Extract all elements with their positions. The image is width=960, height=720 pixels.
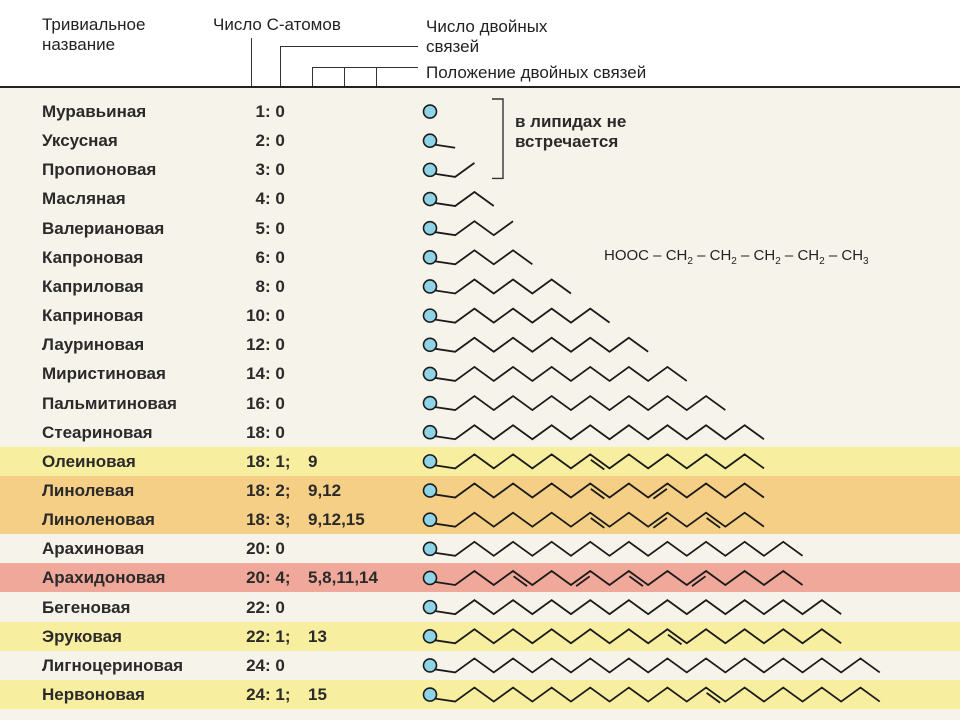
acid-name: Лауриновая xyxy=(42,335,145,355)
double-bond-line xyxy=(591,518,605,528)
carbon-chain xyxy=(435,396,726,410)
acid-name: Лигноцериновая xyxy=(42,655,184,675)
not-in-lipids-line2: встречается xyxy=(515,132,619,151)
carbon-chain xyxy=(435,542,803,556)
formula-group: CH xyxy=(841,247,864,264)
carbon-chain xyxy=(435,309,610,323)
formula-bond: – xyxy=(649,247,666,264)
double-bond-positions: 13 xyxy=(308,626,327,646)
carbon-chain xyxy=(435,250,533,264)
hexanoic-acid-formula xyxy=(604,247,869,267)
header-double-bond-positions: Положение двойных связей xyxy=(426,63,647,82)
double-bond-positions: 9,12,15 xyxy=(308,510,365,530)
acid-notation: 5: 0 xyxy=(255,218,285,238)
acid-notation: 24: 1; xyxy=(246,685,291,704)
double-bond-line xyxy=(707,693,721,703)
carbon-chain xyxy=(435,163,475,177)
carbon-chain xyxy=(435,571,803,585)
acid-notation: 20: 0 xyxy=(246,539,285,559)
carboxyl-circle xyxy=(424,105,437,118)
formula-subscript: 2 xyxy=(731,256,737,267)
acid-notation: 16: 0 xyxy=(246,393,285,413)
acid-name: Эруковая xyxy=(42,626,122,646)
formula-subscript: 2 xyxy=(775,256,781,267)
formula-subscript: 2 xyxy=(687,256,693,267)
double-bond-line xyxy=(514,576,528,586)
double-bond-positions: 5,8,11,14 xyxy=(308,568,378,588)
acid-name: Пропионовая xyxy=(42,160,157,180)
acid-notation: 3: 0 xyxy=(255,160,285,180)
acid-name: Каприловая xyxy=(42,276,144,296)
acid-notation: 8: 0 xyxy=(255,276,285,296)
acid-notation: 14: 0 xyxy=(246,364,285,384)
carbon-chain xyxy=(435,221,514,235)
acid-notation: 20: 4; xyxy=(246,568,291,588)
formula-bond: – xyxy=(780,247,798,264)
header-carbon-count: Число С-атомов xyxy=(213,15,341,34)
formula-bond: – xyxy=(824,247,842,264)
double-bond-line xyxy=(692,576,706,586)
formula-group: CH xyxy=(797,247,820,264)
double-bond-line xyxy=(653,518,667,528)
acid-name: Миристиновая xyxy=(42,364,166,384)
carbon-chain xyxy=(435,629,842,643)
acid-name: Нервоновая xyxy=(42,685,145,704)
double-bond-line xyxy=(576,576,590,586)
header-double-bond-count-line1: Число двойных xyxy=(426,17,548,36)
acid-notation: 24: 0 xyxy=(246,655,285,675)
not-in-lipids-line1: в липидах не xyxy=(515,112,627,131)
carbon-chain xyxy=(435,367,687,381)
formula-group: CH xyxy=(665,247,688,264)
acid-name: Арахидоновая xyxy=(42,568,166,588)
double-bond-line xyxy=(591,460,605,470)
double-bond-positions: 9,12 xyxy=(308,480,342,500)
acid-name: Валериановая xyxy=(42,218,165,238)
formula-bond: – xyxy=(692,247,710,264)
acid-name: Линоленовая xyxy=(42,510,155,530)
acid-name: Бегеновая xyxy=(42,597,131,617)
double-bond-line xyxy=(629,576,643,586)
carbon-chain xyxy=(435,145,456,148)
double-bond-line xyxy=(591,489,605,499)
acid-name: Арахиновая xyxy=(42,539,145,559)
formula-subscript: 2 xyxy=(819,256,825,267)
carbon-chain xyxy=(435,658,880,672)
not-in-lipids-note xyxy=(515,112,685,152)
formula-group: HOOC xyxy=(604,247,649,264)
double-bond-line xyxy=(653,489,667,499)
formula-group: CH xyxy=(709,247,732,264)
carbon-chain xyxy=(435,338,649,352)
carbon-chain xyxy=(435,192,494,206)
acid-notation: 22: 0 xyxy=(246,597,285,617)
acid-notation: 1: 0 xyxy=(255,102,285,121)
carbon-chain xyxy=(435,600,842,614)
acid-notation: 2: 0 xyxy=(255,131,285,151)
carbon-chain xyxy=(435,425,764,439)
acid-notation: 18: 2; xyxy=(246,480,291,500)
acid-name: Линолевая xyxy=(42,480,135,500)
double-bond-positions: 15 xyxy=(308,685,327,704)
acid-notation: 6: 0 xyxy=(255,247,285,267)
acid-notation: 10: 0 xyxy=(246,306,285,326)
acid-notation: 18: 1; xyxy=(246,451,291,471)
header-double-bond-count-line2: связей xyxy=(426,37,480,56)
acid-name: Уксусная xyxy=(42,131,118,151)
acid-name: Пальмитиновая xyxy=(42,393,177,413)
formula-bond: – xyxy=(736,247,754,264)
carbon-chain xyxy=(435,688,880,702)
acid-name: Муравьиная xyxy=(42,102,147,121)
formula-group: CH xyxy=(753,247,776,264)
double-bond-positions: 9 xyxy=(308,451,318,471)
acid-notation: 22: 1; xyxy=(246,626,291,646)
formula-subscript: 3 xyxy=(863,256,869,267)
acid-name: Капроновая xyxy=(42,247,144,267)
carbon-chain xyxy=(435,279,571,293)
header-trivial-name-line1: Тривиальное xyxy=(42,15,146,34)
acid-name: Олеиновая xyxy=(42,451,136,471)
acid-name: Масляная xyxy=(42,189,126,209)
acid-notation: 18: 0 xyxy=(246,422,285,442)
acid-name: Стеариновая xyxy=(42,422,153,442)
acid-notation: 4: 0 xyxy=(255,189,285,209)
acid-notation: 18: 3; xyxy=(246,510,291,530)
not-in-lipids-bracket xyxy=(492,99,503,178)
acid-notation: 12: 0 xyxy=(246,335,285,355)
double-bond-line xyxy=(668,635,682,645)
header-trivial-name-line2: название xyxy=(42,35,116,54)
double-bond-line xyxy=(707,518,721,528)
acid-name: Каприновая xyxy=(42,306,144,326)
